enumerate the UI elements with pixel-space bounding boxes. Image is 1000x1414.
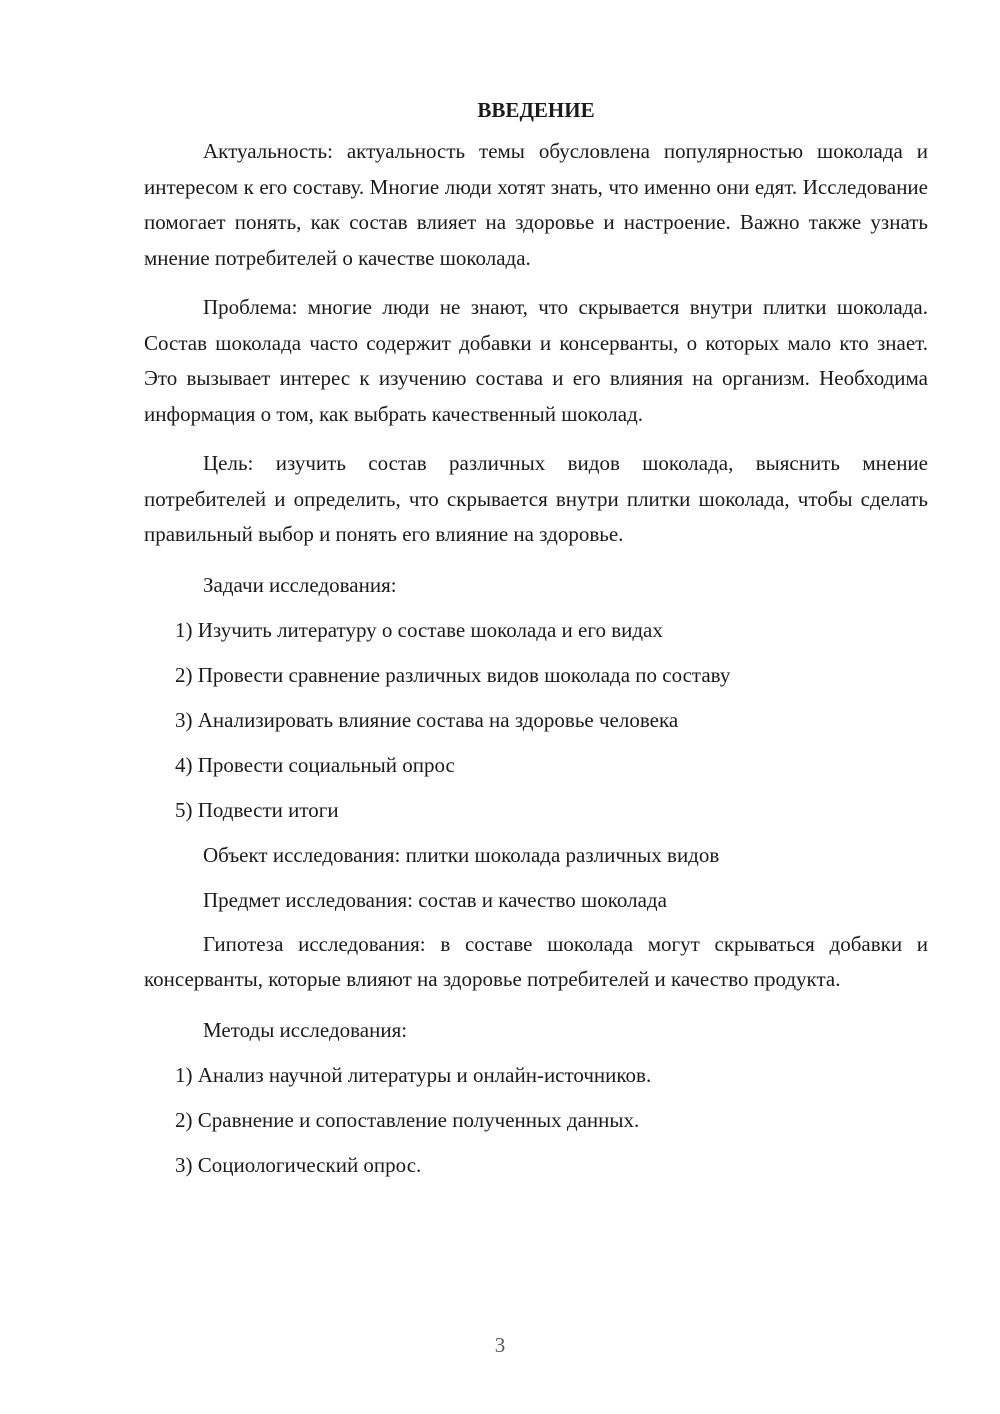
document-page <box>144 92 928 1192</box>
task-item: 2) Провести сравнение различных видов шоколада по составу <box>175 662 731 687</box>
task-item: 5) Подвести итоги <box>175 797 339 822</box>
task-item: 1) Изучить литературу о составе шоколада и его видах <box>175 617 663 642</box>
method-item: 2) Сравнение и сопоставление полученных данных. <box>175 1107 640 1132</box>
method-item: 3) Социологический опрос. <box>175 1152 422 1177</box>
relevance-paragraph: Актуальность: актуальность темы обусловлена популярностью шоколада и интересом к его составу. Многие люди хотят знать, что именно они едят. Исследование помогает понять, как состав влияет на здоровье и настроение. Важно также узнать мнение потребителей о качестве шоколада. <box>144 139 928 270</box>
research-object: Объект исследования: плитки шоколада различных видов <box>203 842 720 867</box>
page-number: 3 <box>494 1333 506 1357</box>
methods-heading: Методы исследования: <box>203 1017 408 1042</box>
method-item: 1) Анализ научной литературы и онлайн-источников. <box>175 1062 652 1087</box>
problem-paragraph: Проблема: многие люди не знают, что скрывается внутри плитки шоколада. Состав шоколада часто содержит добавки и консерванты, о которых мало кто знает. Это вызывает интерес к изучению состава и его влияния на организм. Необходима информация о том, как выбрать качественный шоколад. <box>144 295 928 426</box>
tasks-heading: Задачи исследования: <box>203 572 397 597</box>
task-item: 3) Анализировать влияние состава на здоровье человека <box>175 707 679 732</box>
task-item: 4) Провести социальный опрос <box>175 752 455 777</box>
research-subject: Предмет исследования: состав и качество шоколада <box>203 887 667 912</box>
goal-paragraph: Цель: изучить состав различных видов шоколада, выяснить мнение потребителей и определить, что скрывается внутри плитки шоколада, чтобы сделать правильный выбор и понять его влияние на здоровье. <box>144 451 928 546</box>
section-title: ВВЕДЕНИЕ <box>477 98 595 122</box>
hypothesis-paragraph: Гипотеза исследования: в составе шоколада могут скрываться добавки и консерванты, которые влияют на здоровье потребителей и качество продукта. <box>144 931 928 991</box>
